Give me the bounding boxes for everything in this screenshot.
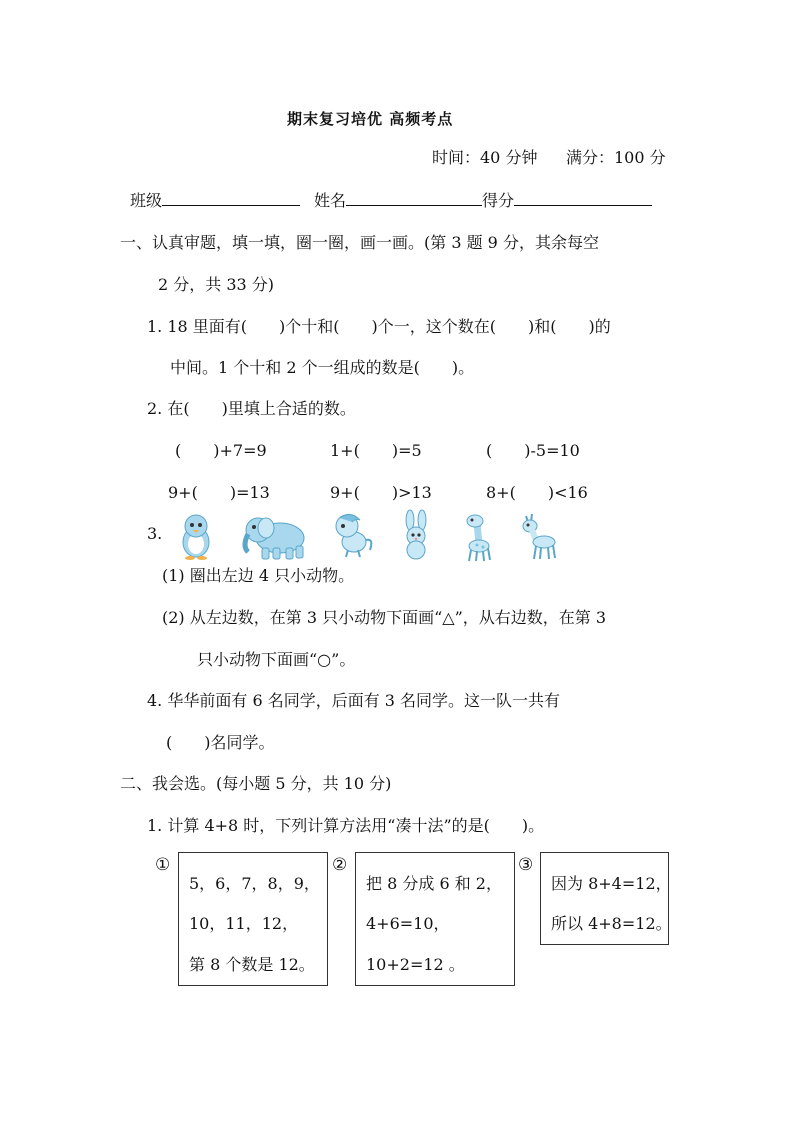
option-1-line: 第 8 个数是 12。 <box>189 955 315 974</box>
rabbit-icon <box>398 510 434 560</box>
option-2-line: 10+2=12 。 <box>366 955 465 974</box>
option-2-box[interactable] <box>355 852 515 986</box>
name-label: 姓名 <box>314 191 347 210</box>
q3-sub1: (1) 圈出左边 4 只小动物。 <box>162 566 355 585</box>
full-score: 满分：100 分 <box>566 148 666 167</box>
option-3-line: 所以 4+8=12。 <box>551 914 672 933</box>
q4-line2: ( )名同学。 <box>166 733 275 752</box>
student-info-row <box>130 190 652 212</box>
option-1-line: 10，11，12， <box>189 914 299 933</box>
section2-heading: 二、我会选。(每小题 5 分，共 10 分) <box>120 774 392 793</box>
option-2-line: 4+6=10， <box>366 914 450 933</box>
q2-eq-3: ( )-5=10 <box>486 441 580 460</box>
time-limit: 时间：40 分钟 <box>432 148 538 167</box>
q2-prompt: 2. 在( )里填上合适的数。 <box>147 399 356 418</box>
class-label: 班级 <box>130 191 163 210</box>
s2-q1-prompt: 1. 计算 4+8 时，下列计算方法用“凑十法”的是( )。 <box>147 816 545 835</box>
penguin-icon <box>176 512 216 560</box>
name-field[interactable] <box>346 191 482 206</box>
q4-line1: 4. 华华前面有 6 名同学，后面有 3 名同学。这一队一共有 <box>147 691 561 710</box>
giraffe-icon <box>455 512 495 562</box>
option-3-marker[interactable]: ③ <box>518 855 534 875</box>
pony-icon <box>330 512 374 558</box>
q3-sub2-line2: 只小动物下面画“○”。 <box>197 650 356 669</box>
section1-heading-line1: 一、认真审题，填一填，圈一圈，画一画。(第 3 题 9 分，其余每空 <box>120 233 599 252</box>
option-2-marker[interactable]: ② <box>332 855 348 875</box>
section1-heading-line2: 2 分，共 33 分) <box>158 275 275 294</box>
q2-eq-4: 9+( )=13 <box>168 483 270 502</box>
q3-number: 3. <box>147 524 163 543</box>
option-3-line: 因为 8+4=12， <box>551 874 672 893</box>
q1-line2: 中间。1 个十和 2 个一组成的数是( )。 <box>170 358 475 377</box>
option-1-marker[interactable]: ① <box>155 855 171 875</box>
class-field[interactable] <box>162 191 300 206</box>
deer-icon <box>518 512 558 560</box>
score-label: 得分 <box>482 191 515 210</box>
option-1-line: 5，6，7，8，9， <box>189 874 320 893</box>
option-1-box[interactable] <box>178 852 328 986</box>
score-field[interactable] <box>514 191 652 206</box>
elephant-icon <box>240 514 310 560</box>
q3-sub2-line1: (2) 从左边数，在第 3 只小动物下面画“△”，从右边数，在第 3 <box>162 608 607 627</box>
q2-eq-6: 8+( )<16 <box>486 483 588 502</box>
option-2-line: 把 8 分成 6 和 2， <box>366 874 502 893</box>
q2-eq-2: 1+( )=5 <box>330 441 422 460</box>
q2-eq-1: ( )+7=9 <box>175 441 267 460</box>
q2-eq-5: 9+( )>13 <box>330 483 432 502</box>
q1-line1: 1. 18 里面有( )个十和( )个一，这个数在( )和( )的 <box>147 317 611 336</box>
page-title: 期末复习培优 高频考点 <box>287 110 454 128</box>
option-3-box[interactable] <box>540 852 672 945</box>
